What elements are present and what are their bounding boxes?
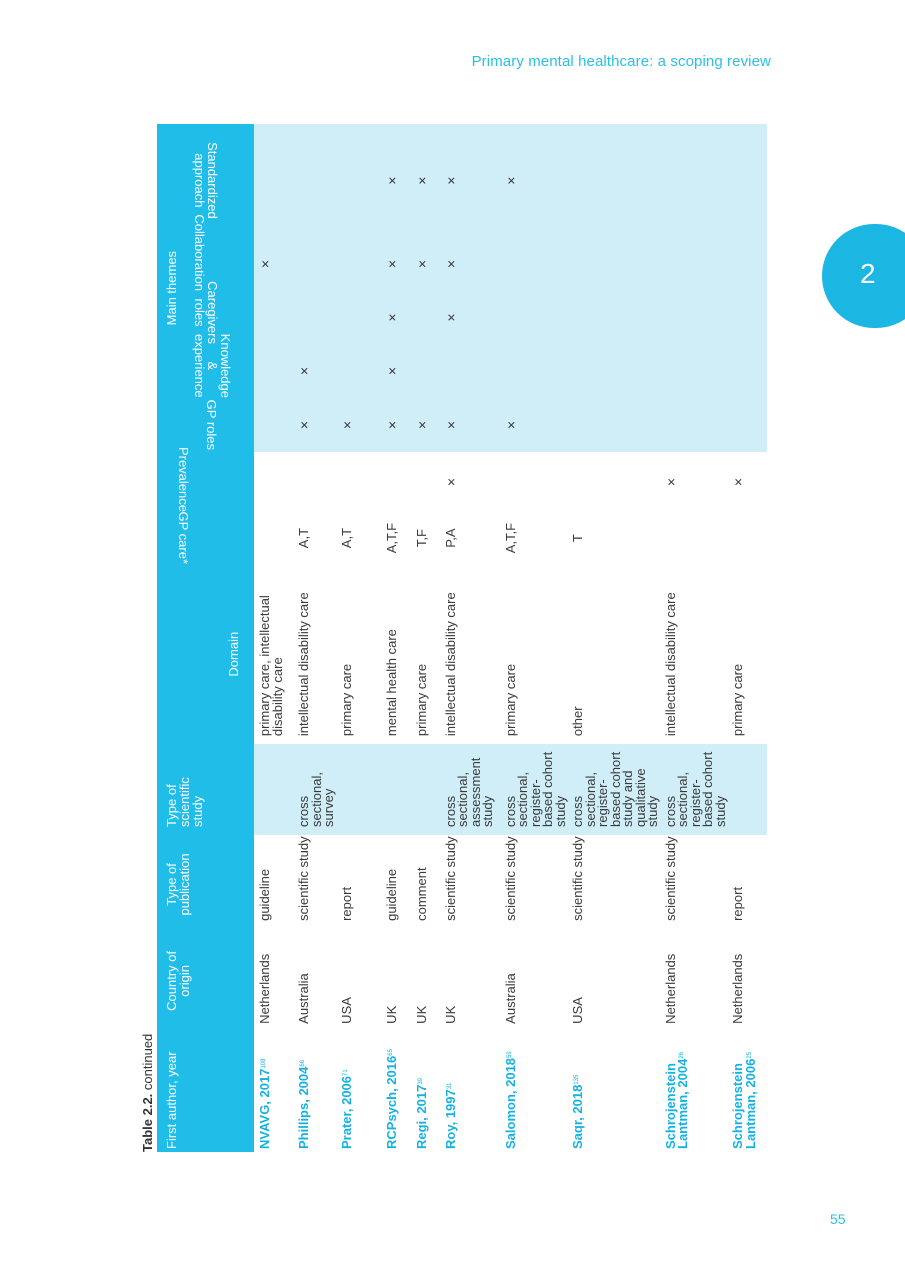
caption-label: Table 2.2. xyxy=(140,1093,155,1152)
author-name: Regi, 2017 xyxy=(413,1084,429,1149)
cell-standardized: × xyxy=(381,124,411,237)
cell-prevalence xyxy=(381,452,411,512)
cell-gp-roles: × xyxy=(440,398,500,453)
caregivers-label: Caregivers roles xyxy=(192,281,220,345)
author-name: Schrojenstein Lantman, 2004 xyxy=(662,1058,690,1149)
author-name: Saqr, 2018 xyxy=(570,1084,585,1149)
cell-pub-type: guideline xyxy=(383,868,399,921)
cell-sci-type xyxy=(336,744,381,835)
table-row xyxy=(254,124,293,1152)
cell-caregivers: × xyxy=(440,291,500,345)
cell-author xyxy=(500,1028,568,1152)
cell-standardized xyxy=(727,124,767,237)
cell-country: Netherlands xyxy=(257,953,272,1024)
cell-caregivers xyxy=(727,291,767,345)
cell-domain: primary care xyxy=(413,663,429,737)
cell-collaboration xyxy=(500,237,568,291)
author-name: Salomon, 2018 xyxy=(502,1057,518,1149)
cell-sci-type xyxy=(727,744,767,835)
reference-number: 39 xyxy=(417,1077,424,1085)
cell-knowledge: × xyxy=(293,344,336,398)
header-gp-care xyxy=(157,512,254,565)
cell-author xyxy=(660,1028,728,1152)
cell-gp-roles xyxy=(727,398,767,453)
cell-collaboration xyxy=(567,237,660,291)
reference-number: 26 xyxy=(679,1051,685,1059)
cell-pub-type: scientific study xyxy=(442,836,458,921)
cell-gp-roles: × xyxy=(293,398,336,453)
reference-number: 65 xyxy=(387,1049,394,1056)
cell-collaboration: × xyxy=(440,237,500,291)
reference-number: 59 xyxy=(506,1051,513,1058)
studies-table xyxy=(157,124,767,1152)
cell-knowledge xyxy=(411,344,440,398)
header-domain: Domain xyxy=(157,564,254,744)
cell-caregivers xyxy=(254,291,293,345)
cell-sci-type: cross sectional, register-based cohort study xyxy=(660,744,728,835)
header-prevalence xyxy=(157,446,254,512)
reference-number: 71 xyxy=(342,1069,349,1076)
cell-domain: intellectual disability care xyxy=(296,592,311,737)
cell-author xyxy=(381,1028,411,1152)
collaboration-label: Collaboration xyxy=(192,214,207,291)
cell-prevalence xyxy=(336,452,381,512)
cell-standardized: × xyxy=(500,124,568,237)
cell-sci-type: cross sectional, survey xyxy=(293,744,336,835)
cell-pub-type: comment xyxy=(413,867,429,921)
cell-collaboration xyxy=(336,237,381,291)
cell-domain: other xyxy=(570,706,585,737)
cell-author xyxy=(336,1028,381,1152)
cell-author xyxy=(727,1028,767,1152)
reference-number: 108 xyxy=(261,1058,267,1069)
table-row xyxy=(440,124,500,1152)
cell-caregivers xyxy=(660,291,728,345)
cell-gp-care xyxy=(660,512,728,565)
standardized-label: Standardized approach xyxy=(192,142,220,219)
header-pub-type: Type of publication xyxy=(157,835,254,934)
cell-collaboration: × xyxy=(254,237,293,291)
cell-caregivers xyxy=(293,291,336,345)
header-caregivers xyxy=(185,281,254,345)
cell-pub-type: report xyxy=(338,886,354,921)
cell-caregivers xyxy=(567,291,660,345)
cell-knowledge xyxy=(567,344,660,398)
header-sci-type: Type of scientific study xyxy=(157,744,254,835)
prevalence-label: Prevalence xyxy=(176,446,191,512)
cell-domain: primary care xyxy=(338,663,354,737)
chapter-tab xyxy=(822,224,905,328)
cell-sci-type: cross sectional, assessment study xyxy=(440,744,500,835)
cell-gp-care: T xyxy=(570,534,585,543)
cell-prevalence xyxy=(500,452,568,512)
cell-knowledge xyxy=(727,344,767,398)
cell-caregivers xyxy=(500,291,568,345)
cell-prevalence: × xyxy=(730,477,746,487)
cell-collaboration xyxy=(293,237,336,291)
cell-gp-roles: × xyxy=(381,398,411,453)
cell-gp-roles xyxy=(660,398,728,453)
cell-prevalence xyxy=(567,452,660,512)
chapter-number: 2 xyxy=(860,258,876,289)
cell-sci-type: cross sectional, register-based cohort study xyxy=(500,744,568,835)
cell-country: UK xyxy=(413,1005,429,1024)
cell-standardized xyxy=(567,124,660,237)
gp-care-label: GP care* xyxy=(176,511,191,565)
cell-pub-type: report xyxy=(730,886,745,921)
cell-collaboration: × xyxy=(411,237,440,291)
table-body xyxy=(254,124,767,1152)
header-gp-roles xyxy=(185,398,254,453)
cell-gp-care xyxy=(727,512,767,565)
cell-author xyxy=(440,1028,500,1152)
cell-pub-type: scientific study xyxy=(296,836,311,921)
cell-standardized xyxy=(254,124,293,237)
cell-country: Netherlands xyxy=(730,953,745,1024)
cell-gp-care: A,T xyxy=(338,527,354,549)
author-name: Prater, 2006 xyxy=(338,1075,354,1149)
cell-pub-type: scientific study xyxy=(502,836,518,921)
cell-author xyxy=(293,1028,336,1152)
author-name: RCPsych, 2016 xyxy=(383,1055,399,1149)
page-number: 55 xyxy=(830,1211,846,1227)
cell-sci-type: cross sectional, register-based cohort study and qualitative study xyxy=(567,744,660,835)
header-knowledge xyxy=(185,333,254,398)
cell-collaboration xyxy=(660,237,728,291)
cell-caregivers: × xyxy=(381,291,411,345)
cell-standardized: × xyxy=(411,124,440,237)
cell-standardized xyxy=(336,124,381,237)
cell-domain: mental health care xyxy=(383,629,399,737)
caption-text: continued xyxy=(140,1033,155,1094)
cell-knowledge xyxy=(660,344,728,398)
cell-prevalence xyxy=(293,452,336,512)
table-row xyxy=(336,124,381,1152)
cell-collaboration: × xyxy=(381,237,411,291)
cell-domain: primary care xyxy=(502,663,518,737)
cell-domain: intellectual disability care xyxy=(662,592,678,737)
author-name: NVAVG, 2017 xyxy=(257,1068,272,1149)
cell-author xyxy=(567,1028,660,1152)
cell-domain: primary care, intellectual disability care xyxy=(257,595,285,737)
table-row xyxy=(500,124,568,1152)
cell-country: Australia xyxy=(502,973,518,1024)
cell-caregivers xyxy=(411,291,440,345)
cell-pub-type: guideline xyxy=(257,868,272,921)
cell-country: Netherlands xyxy=(662,953,678,1024)
cell-knowledge xyxy=(254,344,293,398)
table-row xyxy=(381,124,411,1152)
reference-number: 135 xyxy=(574,1074,580,1085)
cell-standardized xyxy=(660,124,728,237)
cell-prevalence xyxy=(411,452,440,512)
cell-domain: intellectual disability care xyxy=(442,592,458,737)
author-name: Schrojenstein Lantman, 2006 xyxy=(730,1058,758,1149)
cell-collaboration xyxy=(727,237,767,291)
cell-sci-type xyxy=(411,744,440,835)
cell-caregivers xyxy=(336,291,381,345)
reference-number: 31 xyxy=(446,1082,453,1090)
cell-sci-type xyxy=(381,744,411,835)
cell-standardized: × xyxy=(440,124,500,237)
cell-knowledge: × xyxy=(381,344,411,398)
running-head: Primary mental healthcare: a scoping review xyxy=(471,53,771,70)
cell-gp-care: T,F xyxy=(413,529,429,548)
cell-pub-type: scientific study xyxy=(662,836,678,921)
cell-sci-type xyxy=(254,744,293,835)
cell-gp-roles xyxy=(254,398,293,453)
cell-domain: primary care xyxy=(730,663,745,737)
cell-prevalence: × xyxy=(442,477,459,487)
table-row xyxy=(567,124,660,1152)
cell-country: UK xyxy=(442,1005,458,1024)
cell-pub-type: scientific study xyxy=(570,836,585,921)
header-main-themes: Main themes xyxy=(157,124,185,452)
reference-number: 66 xyxy=(300,1059,306,1067)
cell-gp-care xyxy=(254,512,293,565)
cell-gp-roles: × xyxy=(411,398,440,453)
cell-prevalence: × xyxy=(662,477,679,487)
cell-gp-roles xyxy=(567,398,660,453)
cell-knowledge xyxy=(336,344,381,398)
cell-gp-care: A,T xyxy=(296,527,311,549)
table-row xyxy=(293,124,336,1152)
reference-number: 25 xyxy=(746,1051,753,1059)
header-first-author: First author, year xyxy=(157,1028,254,1152)
header-country: Country of origin xyxy=(157,934,254,1028)
table-row xyxy=(727,124,767,1152)
cell-knowledge xyxy=(500,344,568,398)
cell-author xyxy=(411,1028,440,1152)
author-name: Roy, 1997 xyxy=(442,1089,458,1149)
rotated-table-block xyxy=(140,124,764,1152)
cell-prevalence xyxy=(254,452,293,512)
table-row xyxy=(411,124,440,1152)
cell-country: USA xyxy=(570,997,585,1024)
gp-roles-label: GP roles xyxy=(204,399,219,451)
cell-gp-care: P,A xyxy=(442,528,458,548)
header-standardized xyxy=(185,124,254,237)
cell-author xyxy=(254,1028,293,1152)
cell-country: USA xyxy=(338,997,354,1024)
cell-standardized xyxy=(293,124,336,237)
cell-gp-care: A,T,F xyxy=(502,522,518,554)
cell-gp-roles: × xyxy=(336,398,381,453)
author-name: Phillips, 2004 xyxy=(296,1066,311,1149)
knowledge-label: Knowledge & experience xyxy=(192,333,233,398)
table-row xyxy=(660,124,728,1152)
cell-country: UK xyxy=(383,1005,399,1024)
cell-gp-care: A,T,F xyxy=(383,522,399,554)
cell-country: Australia xyxy=(296,973,311,1024)
cell-knowledge xyxy=(440,344,500,398)
cell-gp-roles: × xyxy=(500,398,568,453)
